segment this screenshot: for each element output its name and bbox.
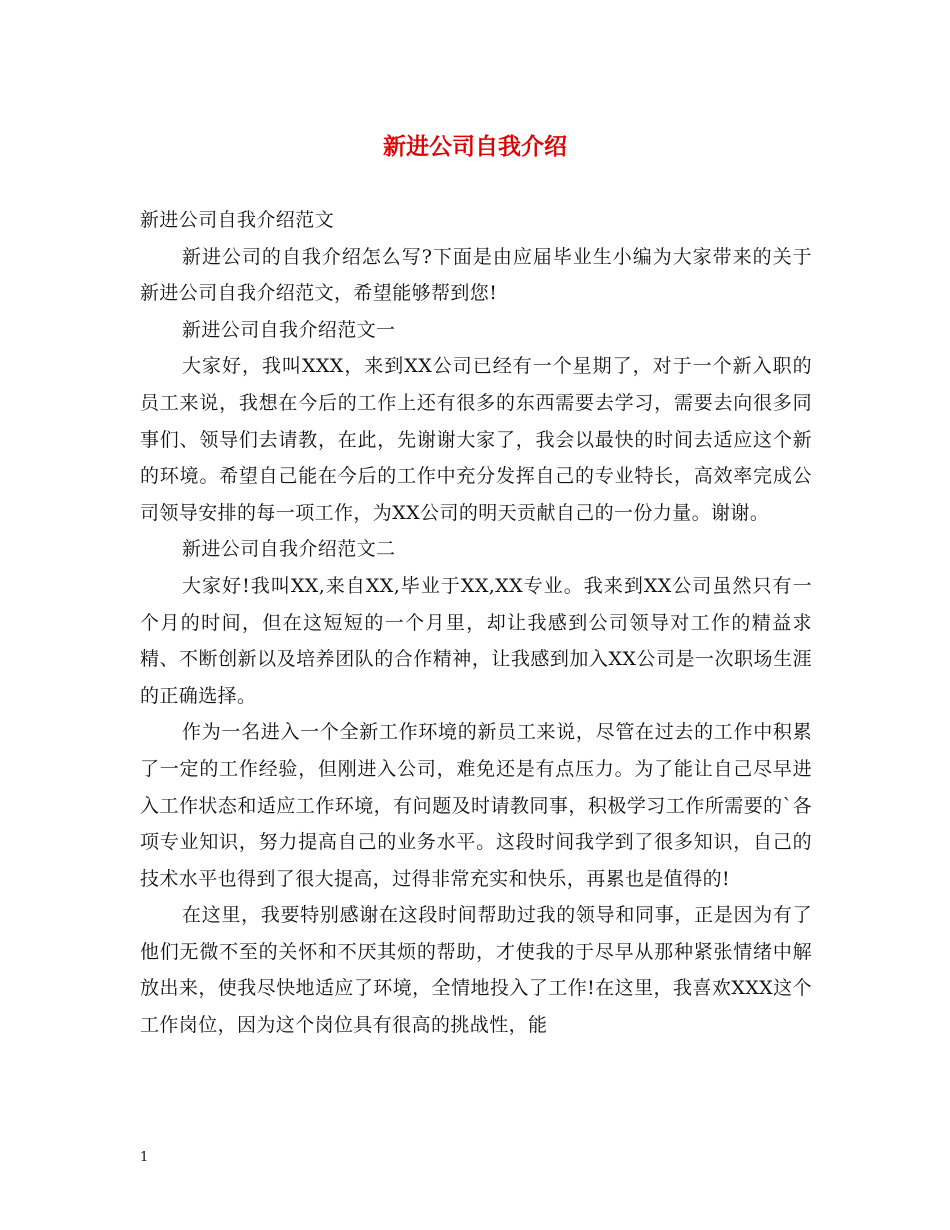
- body-paragraph: 作为一名进入一个全新工作环境的新员工来说，尽管在过去的工作中积累了一定的工作经验，但刚进入公司，难免还是有点压力。为了能让自己尽早进入工作状态和适应工作环境，有问题及时请教同事，积极学习工作所需要的`各项专业知识，努力提高自己的业务水平。这段时间我学到了很多知识，自己的技术水平也得到了很大提高，过得非常充实和快乐，再累也是值得的!: [140, 721, 812, 890]
- section-heading-one: 新进公司自我介绍范文一: [182, 318, 396, 341]
- body-paragraph: 在这里，我要特别感谢在这段时间帮助过我的领导和同事，正是因为有了他们无微不至的关怀和不厌其烦的帮助，才使我的于尽早从那种紧张情绪中解放出来，使我尽快地适应了环境，全情地投入了工作!在这里，我喜欢XXX这个工作岗位，因为这个岗位具有很高的挑战性，能: [140, 904, 812, 1037]
- section-heading-two: 新进公司自我介绍范文二: [182, 538, 396, 561]
- intro-paragraph: 新进公司的自我介绍怎么写?下面是由应届毕业生小编为大家带来的关于新进公司自我介绍范文，希望能够帮到您!: [140, 245, 812, 305]
- document-title: 新进公司自我介绍: [383, 133, 567, 160]
- page-number: 1: [140, 1150, 149, 1165]
- body-paragraph: 大家好!我叫XX,来自XX,毕业于XX,XX专业。我来到XX公司虽然只有一个月的时间，但在这短短的一个月里，却让我感到公司领导对工作的精益求精、不断创新以及培养团队的合作精神，让我感到加入XX公司是一次职场生涯的正确选择。: [140, 574, 812, 707]
- subtitle-paragraph: 新进公司自我介绍范文: [140, 209, 335, 231]
- document-body: [140, 202, 812, 1044]
- body-paragraph: 大家好，我叫XXX，来到XX公司已经有一个星期了，对于一个新入职的员工来说，我想在今后的工作上还有很多的东西需要去学习，需要去向很多同事们、领导们去请教，在此，先谢谢大家了，我会以最快的时间去适应这个新的环境。希望自己能在今后的工作中充分发挥自己的专业特长，高效率完成公司领导安排的每一项工作，为XX公司的明天贡献自己的一份力量。谢谢。: [140, 355, 812, 524]
